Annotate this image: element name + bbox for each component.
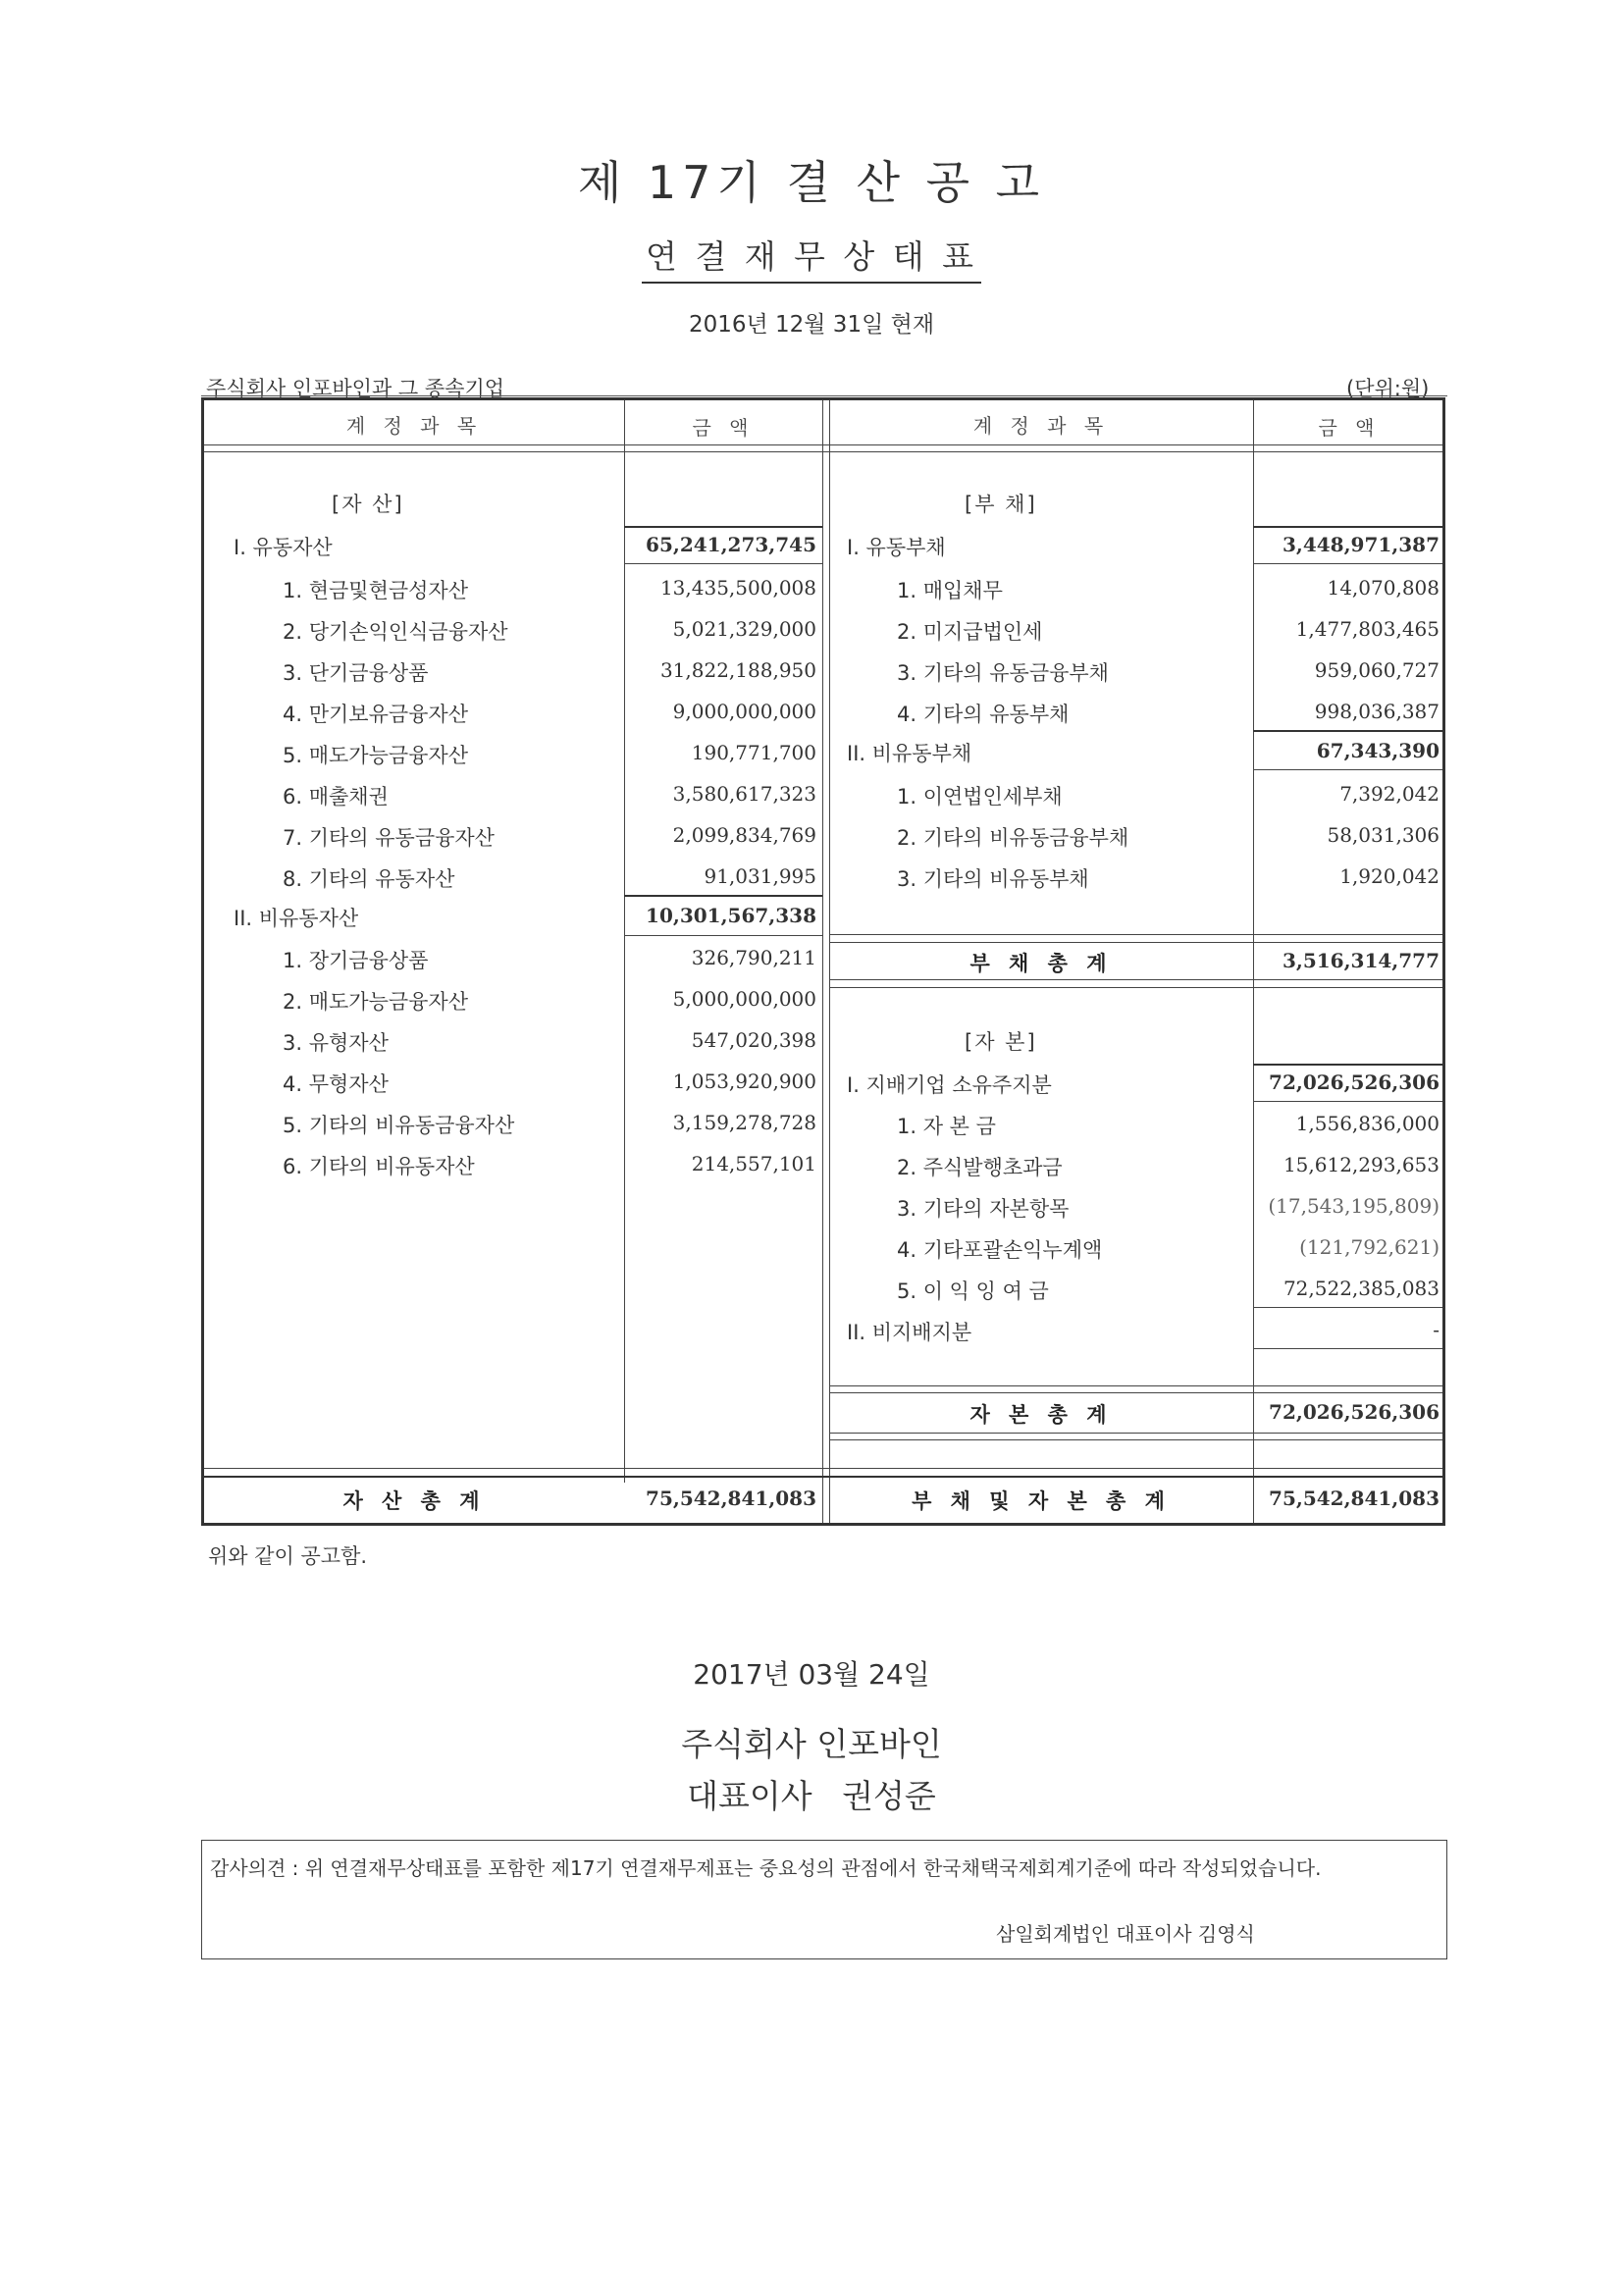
statement-title-text: 연 결 재 무 상 태 표 <box>642 237 981 284</box>
row-rule <box>829 942 1442 943</box>
equity-item-label: 5. 이 익 잉 여 금 <box>897 1279 1049 1303</box>
row-rule <box>1253 1348 1442 1349</box>
row-rule <box>1253 1101 1442 1102</box>
header-amount-right: 금 액 <box>1318 416 1381 440</box>
row-rule <box>829 934 1442 935</box>
liability-item-amount: 1,477,803,465 <box>1295 617 1440 641</box>
liability-item-label: 2. 미지급법인세 <box>897 620 1043 644</box>
liability-item-label: 4. 기타의 유동부채 <box>897 703 1070 726</box>
row-rule <box>829 1439 1442 1440</box>
asset-item-label: 2. 매도가능금융자산 <box>283 990 468 1014</box>
row-rule <box>624 935 822 936</box>
asset-item-label: 4. 만기보유금융자산 <box>283 703 468 726</box>
liability-item-label: 3. 기타의 유동금융부채 <box>897 661 1109 685</box>
equity-item-amount: 1,556,836,000 <box>1295 1112 1440 1135</box>
row-rule <box>829 1433 1442 1434</box>
row-rule <box>829 979 1442 980</box>
total-liabilities-label: 부 채 총 계 <box>969 952 1113 975</box>
asset-item-amount: 547,020,398 <box>691 1028 816 1052</box>
liability-item-label: 1. 매입채무 <box>897 579 1003 602</box>
assets-section-label: [자 산] <box>332 493 404 516</box>
row-rule <box>624 895 822 897</box>
header-rule <box>204 451 1442 452</box>
equity-item-label: 3. 기타의 자본항목 <box>897 1197 1070 1221</box>
liability-item-amount: 14,070,808 <box>1327 576 1440 600</box>
equity-item-amount: (17,543,195,809) <box>1268 1194 1440 1218</box>
company-name: 주식회사 인포바인과 그 종속기업 <box>206 377 505 400</box>
row-rule <box>1253 730 1442 732</box>
row-rule <box>204 1468 1442 1469</box>
current-liabilities-total: 3,448,971,387 <box>1282 533 1440 556</box>
grand-total-label: 부 채 및 자 본 총 계 <box>912 1489 1171 1513</box>
asset-item-label: 6. 매출채권 <box>283 785 389 809</box>
equity-item-amount: 72,522,385,083 <box>1283 1277 1440 1300</box>
parent-equity-total: 72,026,526,306 <box>1269 1070 1440 1094</box>
equity-section-label: [자 본] <box>965 1030 1037 1054</box>
page-title: 제 17기 결 산 공 고 <box>577 156 1046 209</box>
liability-item-amount: 998,036,387 <box>1314 700 1440 723</box>
noncurrent-liabilities-total: 67,343,390 <box>1316 739 1440 762</box>
total-liabilities-amount: 3,516,314,777 <box>1282 949 1440 972</box>
total-equity-amount: 72,026,526,306 <box>1269 1400 1440 1424</box>
row-rule <box>1253 563 1442 564</box>
asset-item-amount: 3,580,617,323 <box>672 782 816 806</box>
asset-item-amount: 9,000,000,000 <box>672 700 816 723</box>
asset-item-amount: 91,031,995 <box>704 864 816 888</box>
row-rule <box>624 563 822 564</box>
row-rule <box>1253 769 1442 770</box>
noncurrent-liabilities-label: II. 비유동부채 <box>847 742 972 765</box>
announcement-date: 2017년 03월 24일 <box>693 1658 930 1691</box>
row-rule <box>829 1392 1442 1393</box>
asset-item-label: 1. 장기금융상품 <box>283 949 429 972</box>
nci-label: II. 비지배지분 <box>847 1321 972 1344</box>
row-rule <box>1253 1064 1442 1066</box>
equity-item-label: 2. 주식발행초과금 <box>897 1156 1063 1179</box>
asset-item-label: 5. 기타의 비유동금융자산 <box>283 1114 515 1137</box>
header-rule <box>204 444 1442 445</box>
current-assets-total: 65,241,273,745 <box>646 533 816 556</box>
company-rule <box>201 395 1447 396</box>
header-amount-left: 금 액 <box>692 416 755 440</box>
liability-item-amount: 58,031,306 <box>1327 823 1440 847</box>
audit-opinion-text: 감사의견 : 위 연결재무상태표를 포함한 제17기 연결재무제표는 중요성의 관점에서 한국채택국제회계기준에 따라 작성되었습니다. <box>210 1856 1322 1880</box>
equity-item-amount: 15,612,293,653 <box>1283 1153 1440 1176</box>
asset-item-label: 1. 현금및현금성자산 <box>283 579 468 602</box>
total-assets-label: 자 산 총 계 <box>342 1489 486 1513</box>
asset-item-label: 2. 당기손익인식금융자산 <box>283 620 508 644</box>
equity-item-label: 4. 기타포괄손익누계액 <box>897 1238 1103 1262</box>
nci-amount: - <box>1433 1318 1440 1341</box>
liability-item-label: 2. 기타의 비유동금융부채 <box>897 826 1129 850</box>
noncurrent-assets-total: 10,301,567,338 <box>646 904 816 927</box>
asset-item-label: 3. 유형자산 <box>283 1031 389 1055</box>
asset-item-amount: 5,021,329,000 <box>672 617 816 641</box>
footer-company: 주식회사 인포바인 <box>681 1725 942 1763</box>
asset-item-label: 6. 기타의 비유동자산 <box>283 1155 475 1178</box>
balance-sheet-table <box>201 397 1445 1526</box>
header-account-left: 계 정 과 목 <box>345 414 483 438</box>
liabilities-section-label: [부 채] <box>965 493 1037 516</box>
asset-item-amount: 2,099,834,769 <box>672 823 816 847</box>
statement-title <box>0 232 1623 278</box>
asset-item-label: 7. 기타의 유동금융자산 <box>283 826 495 850</box>
total-equity-label: 자 본 총 계 <box>969 1403 1113 1427</box>
asset-item-amount: 1,053,920,900 <box>672 1070 816 1093</box>
asset-item-amount: 326,790,211 <box>691 946 816 969</box>
auditor-signature: 삼일회계법인 대표이사 김영식 <box>996 1922 1255 1946</box>
row-rule <box>829 1385 1442 1386</box>
equity-item-amount: (121,792,621) <box>1299 1235 1440 1259</box>
header-account-right: 계 정 과 목 <box>972 414 1110 438</box>
current-assets-label: I. 유동자산 <box>234 536 333 559</box>
row-rule <box>204 1476 1442 1478</box>
liability-item-amount: 959,060,727 <box>1314 658 1440 682</box>
asset-item-label: 8. 기타의 유동자산 <box>283 867 455 891</box>
row-rule <box>1253 1307 1442 1308</box>
liability-item-amount: 7,392,042 <box>1339 782 1440 806</box>
asset-item-amount: 13,435,500,008 <box>659 576 816 600</box>
notice-text: 위와 같이 공고함. <box>208 1544 368 1568</box>
grand-total-amount: 75,542,841,083 <box>1269 1487 1440 1510</box>
asset-item-amount: 214,557,101 <box>691 1152 816 1175</box>
equity-item-label: 1. 자 본 금 <box>897 1115 996 1138</box>
row-rule <box>1253 526 1442 528</box>
asset-item-amount: 3,159,278,728 <box>672 1111 816 1134</box>
current-liabilities-label: I. 유동부채 <box>847 536 946 559</box>
asset-item-label: 4. 무형자산 <box>283 1072 389 1096</box>
parent-equity-label: I. 지배기업 소유주지분 <box>847 1073 1052 1097</box>
liability-item-amount: 1,920,042 <box>1339 864 1440 888</box>
asset-item-label: 3. 단기금융상품 <box>283 661 429 685</box>
asset-item-amount: 31,822,188,950 <box>659 658 816 682</box>
as-of-date: 2016년 12월 31일 현재 <box>688 312 935 338</box>
liability-item-label: 1. 이연법인세부채 <box>897 785 1063 809</box>
footer-representative: 대표이사 권성준 <box>687 1777 936 1815</box>
liability-item-label: 3. 기타의 비유동부채 <box>897 867 1089 891</box>
asset-item-amount: 5,000,000,000 <box>672 987 816 1011</box>
noncurrent-assets-label: II. 비유동자산 <box>234 907 359 930</box>
asset-item-label: 5. 매도가능금융자산 <box>283 744 468 767</box>
total-assets-amount: 75,542,841,083 <box>646 1487 816 1510</box>
row-rule <box>829 987 1442 988</box>
asset-item-amount: 190,771,700 <box>691 741 816 764</box>
row-rule <box>624 526 822 528</box>
unit-label: (단위:원) <box>1346 377 1430 400</box>
col-divider <box>822 400 823 1523</box>
